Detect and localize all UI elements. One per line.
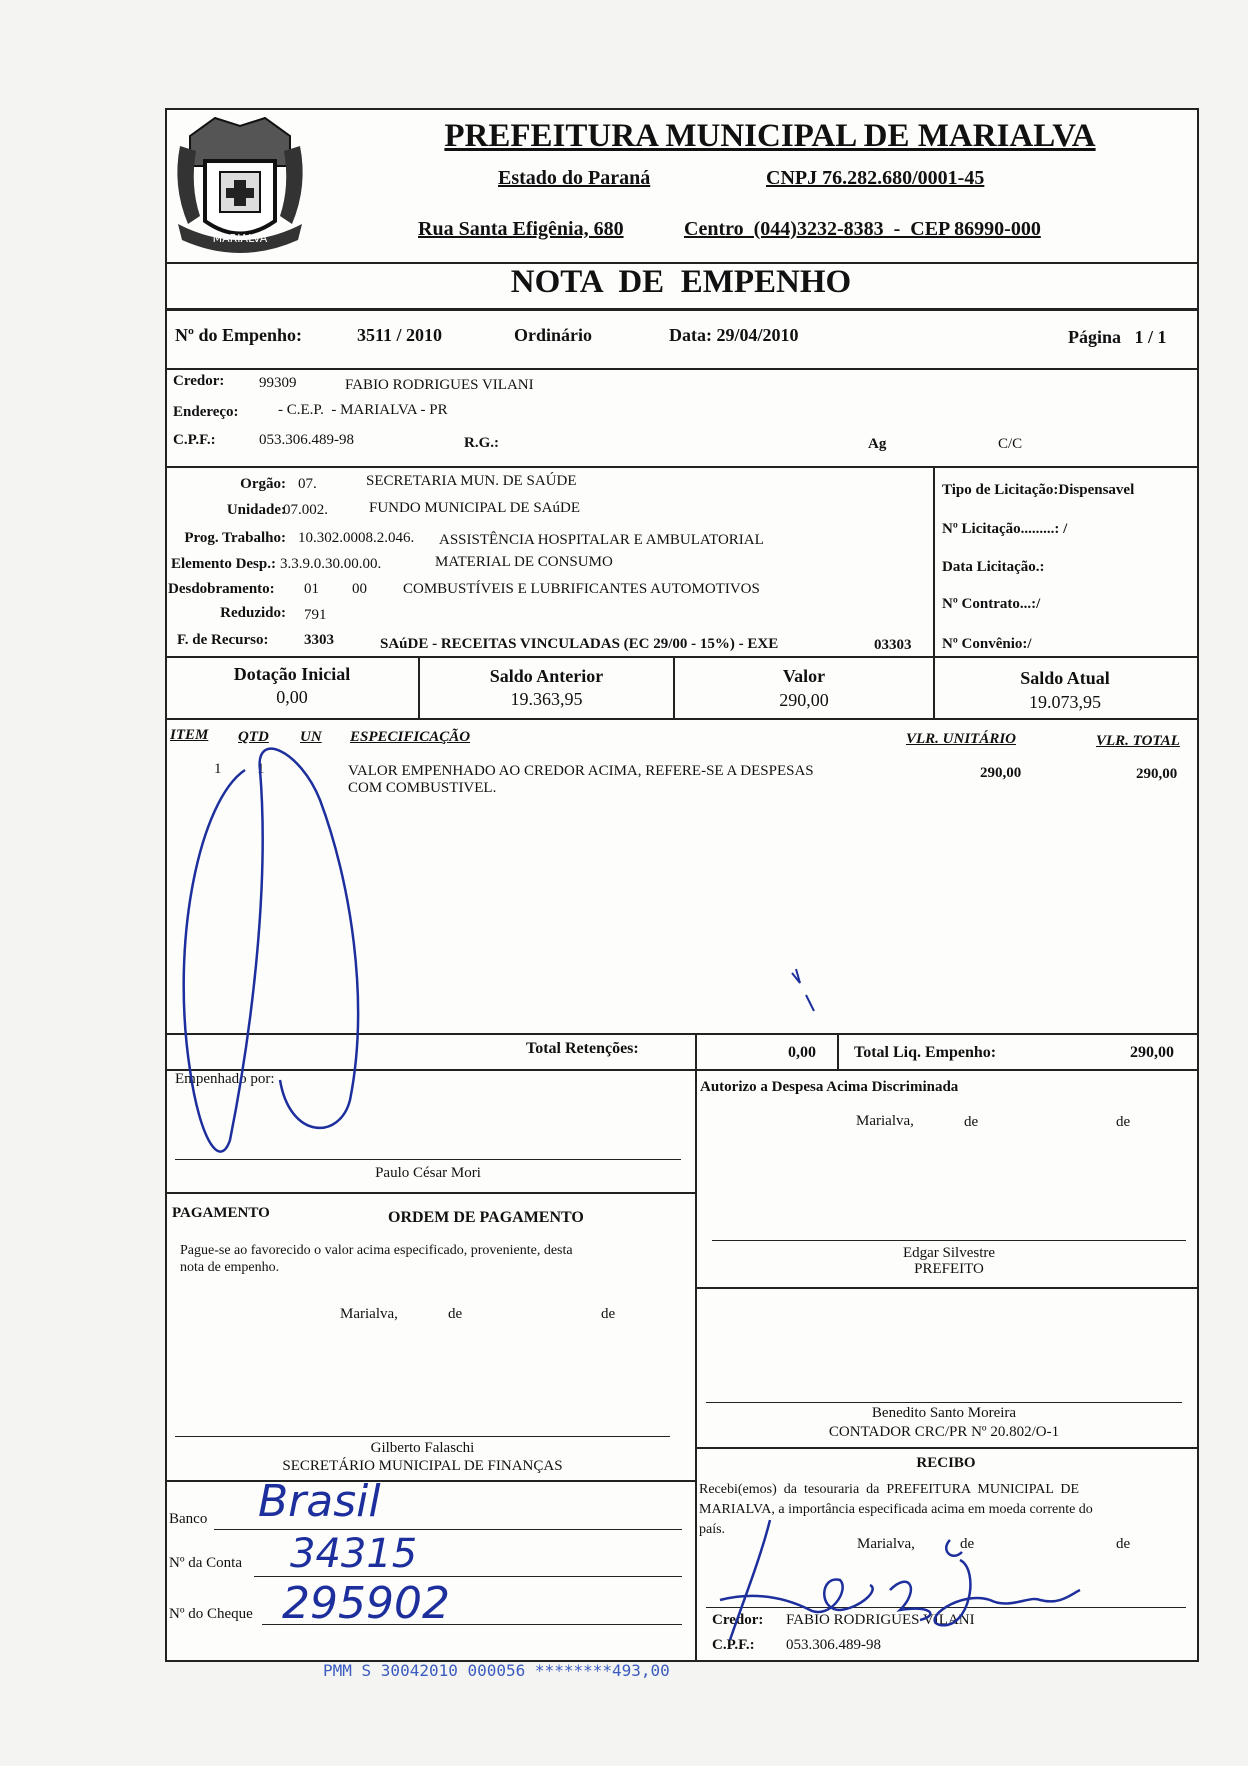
empenho-number-label: Nº do Empenho: <box>175 325 302 345</box>
conta-handwritten: 34315 <box>290 1531 418 1577</box>
recibo-cpf-label: C.P.F.: <box>712 1637 755 1653</box>
divider <box>165 466 1197 468</box>
saldo-anterior-value: 19.363,95 <box>510 689 583 709</box>
col-header-item: ITEM <box>170 727 209 743</box>
edgar-title: PREFEITO <box>914 1261 984 1277</box>
ag-label: Ag <box>868 436 887 452</box>
recibo-cpf-value: 053.306.489-98 <box>786 1637 881 1653</box>
contador-name: Benedito Santo Moreira <box>871 1405 1017 1421</box>
autorizo-de-2: de <box>1116 1114 1131 1130</box>
desdobramento-code-1: 01 <box>304 581 319 597</box>
valor-label: Valor <box>782 666 826 686</box>
credor-label: Credor: <box>173 373 225 389</box>
endereco-value: - C.E.P. - MARIALVA - PR <box>278 402 448 418</box>
gilberto-title: SECRETÁRIO MUNICIPAL DE FINANÇAS <box>282 1458 563 1474</box>
elemento-label: Elemento Desp.: <box>171 556 276 572</box>
empenhado-name: Paulo César Mori <box>375 1165 481 1181</box>
rg-label: R.G.: <box>464 435 499 451</box>
item-number: 1 <box>214 761 222 777</box>
item-total-value: 290,00 <box>1136 766 1178 782</box>
orgao-label: Orgão: <box>240 476 286 492</box>
document-title: NOTA DE EMPENHO <box>510 264 852 300</box>
cc-label: C/C <box>998 436 1023 452</box>
recibo-label: RECIBO <box>916 1455 976 1471</box>
contador-title: CONTADOR CRC/PR Nº 20.802/O-1 <box>828 1424 1060 1440</box>
saldo-atual-value: 19.073,95 <box>1029 692 1101 712</box>
col-header-total: VLR. TOTAL <box>1096 733 1180 749</box>
signature-line <box>712 1240 1186 1241</box>
credor-signature <box>700 1500 1100 1650</box>
credor-code: 99309 <box>259 375 297 391</box>
signature-line <box>175 1436 670 1437</box>
banco-label: Banco <box>169 1511 208 1527</box>
signature-line <box>706 1402 1182 1403</box>
prog-label: Prog. Trabalho: <box>184 530 286 546</box>
divider <box>165 656 1197 658</box>
autorizo-place: Marialva, <box>856 1113 914 1129</box>
pagamento-de-2: de <box>601 1306 616 1322</box>
recibo-credor-name: FABIO RODRIGUES VILANI <box>786 1612 975 1628</box>
col-header-qtd: QTD <box>238 729 269 745</box>
address-rest: Centro (044)3232-8383 - CEP 86990-000 <box>684 218 1041 240</box>
item-unit-value: 290,00 <box>980 765 1022 781</box>
convenio-number: Nº Convênio:/ <box>942 636 1032 652</box>
pagamento-text-line-2: nota de empenho. <box>180 1260 280 1275</box>
pagamento-text-line-1: Pague-se ao favorecido o valor acima especificado, proveniente, desta <box>180 1243 573 1258</box>
autorizo-de-1: de <box>964 1114 979 1130</box>
divider <box>695 1287 1197 1289</box>
svg-text:MARIALVA: MARIALVA <box>212 232 268 245</box>
authentication-stamp: PMM S 30042010 000056 ********493,00 <box>323 1661 670 1680</box>
prog-name: ASSISTÊNCIA HOSPITALAR E AMBULATORIAL <box>439 532 764 548</box>
col-header-un: UN <box>300 729 322 745</box>
licitacao-type: Tipo de Licitação:Dispensavel <box>942 482 1135 498</box>
elemento-name: MATERIAL DE CONSUMO <box>435 554 613 570</box>
item-qtd: 1 <box>257 761 265 777</box>
gilberto-name: Gilberto Falaschi <box>370 1440 475 1456</box>
orgao-code: 07. <box>298 476 317 492</box>
unidade-label: Unidade: <box>226 502 286 518</box>
desdobramento-label: Desdobramento: <box>168 581 275 597</box>
unidade-code: 07.002. <box>283 502 328 518</box>
recibo-text-line-1: Recebi(emos) da tesouraria da PREFEITURA MUNICIPAL DE <box>699 1482 1080 1497</box>
valor-value: 290,00 <box>779 690 829 710</box>
recibo-text-line-2: MARIALVA, a importância especificada acima em moeda corrente do <box>699 1502 1093 1517</box>
retencoes-value: 0,00 <box>788 1044 816 1061</box>
edgar-name: Edgar Silvestre <box>902 1245 996 1261</box>
banco-line <box>214 1529 682 1530</box>
pagamento-de-1: de <box>448 1306 463 1322</box>
recurso-code-2: 03303 <box>874 637 912 653</box>
divider <box>165 1192 695 1194</box>
empenho-date: Data: 29/04/2010 <box>669 325 799 345</box>
col-header-espec: ESPECIFICAÇÃO <box>350 729 471 745</box>
municipality-title: PREFEITURA MUNICIPAL DE MARIALVA <box>444 118 1096 154</box>
divider <box>165 308 1197 311</box>
divider <box>695 1447 1197 1449</box>
divider <box>165 1480 695 1482</box>
recibo-de-1: de <box>960 1536 975 1552</box>
recurso-label: F. de Recurso: <box>177 632 269 648</box>
empenhado-label: Empenhado por: <box>175 1071 275 1087</box>
credor-name: FABIO RODRIGUES VILANI <box>345 377 534 393</box>
divider <box>165 718 1197 720</box>
dotacao-value: 0,00 <box>276 687 308 707</box>
licitacao-number: Nº Licitação.........: / <box>942 521 1068 537</box>
banco-handwritten: Brasil <box>258 1476 381 1527</box>
retencoes-label: Total Retenções: <box>526 1040 639 1057</box>
empenho-number: 3511 / 2010 <box>357 325 443 345</box>
col-header-unit: VLR. UNITÁRIO <box>906 731 1017 747</box>
street-address: Rua Santa Efigênia, 680 <box>418 218 624 240</box>
cheque-label: Nº do Cheque <box>169 1606 253 1622</box>
page-number: Página 1 / 1 <box>1068 327 1167 347</box>
saldo-atual-label: Saldo Atual <box>1020 668 1110 688</box>
endereco-label: Endereço: <box>173 404 239 420</box>
handwritten-tick-mark <box>786 965 826 1015</box>
state-name: Estado do Paraná <box>498 167 651 189</box>
conta-label: Nº da Conta <box>169 1555 242 1571</box>
recibo-text-line-3: país. <box>699 1522 726 1537</box>
recurso-code: 3303 <box>304 632 334 648</box>
dotacao-label: Dotação Inicial <box>233 664 351 684</box>
licitacao-date: Data Licitação.: <box>942 559 1045 575</box>
pagamento-text <box>180 1242 573 1276</box>
orgao-name: SECRETARIA MUN. DE SAÚDE <box>366 473 577 489</box>
liquido-value: 290,00 <box>1130 1044 1174 1061</box>
recibo-credor-label: Credor: <box>712 1612 764 1628</box>
recibo-place: Marialva, <box>857 1536 915 1552</box>
divider <box>695 1033 697 1069</box>
unidade-name: FUNDO MUNICIPAL DE SAúDE <box>369 500 580 516</box>
desdobramento-name: COMBUSTÍVEIS E LUBRIFICANTES AUTOMOTIVOS <box>403 581 760 597</box>
municipal-crest <box>170 106 310 258</box>
autorizo-label: Autorizo a Despesa Acima Discriminada <box>700 1079 959 1095</box>
item-espec-line-1: VALOR EMPENHADO AO CREDOR ACIMA, REFERE-SE A DESPESAS <box>348 763 814 779</box>
recurso-name: SAúDE - RECEITAS VINCULADAS (EC 29/00 - 15%) - EXE <box>380 636 779 652</box>
empenho-type: Ordinário <box>514 325 593 345</box>
pagamento-place: Marialva, <box>340 1306 398 1322</box>
prog-code: 10.302.0008.2.046. <box>298 530 415 546</box>
reduzido-label: Reduzido: <box>220 605 286 621</box>
desdobramento-code-2: 00 <box>352 581 367 597</box>
pagamento-label: PAGAMENTO <box>172 1205 270 1221</box>
cnpj-text: CNPJ 76.282.680/0001-45 <box>766 167 985 189</box>
item-espec-line-2: COM COMBUSTIVEL. <box>348 780 497 796</box>
elemento-code: 3.3.9.0.30.00.00. <box>280 556 382 572</box>
reduzido-value: 791 <box>304 607 327 623</box>
divider <box>695 1069 697 1660</box>
cheque-handwritten: 295902 <box>282 1578 450 1629</box>
divider <box>837 1033 839 1069</box>
cpf-label: C.P.F.: <box>173 432 216 448</box>
contract-number: Nº Contrato...:/ <box>942 596 1041 612</box>
divider <box>933 466 935 656</box>
cpf-value: 053.306.489-98 <box>259 432 354 448</box>
divider <box>165 368 1197 370</box>
saldo-anterior-label: Saldo Anterior <box>489 666 604 686</box>
ordem-label: ORDEM DE PAGAMENTO <box>388 1209 584 1226</box>
liquido-label: Total Liq. Empenho: <box>854 1044 997 1061</box>
handwritten-rubric-mark <box>160 740 410 1180</box>
recibo-de-2: de <box>1116 1536 1131 1552</box>
